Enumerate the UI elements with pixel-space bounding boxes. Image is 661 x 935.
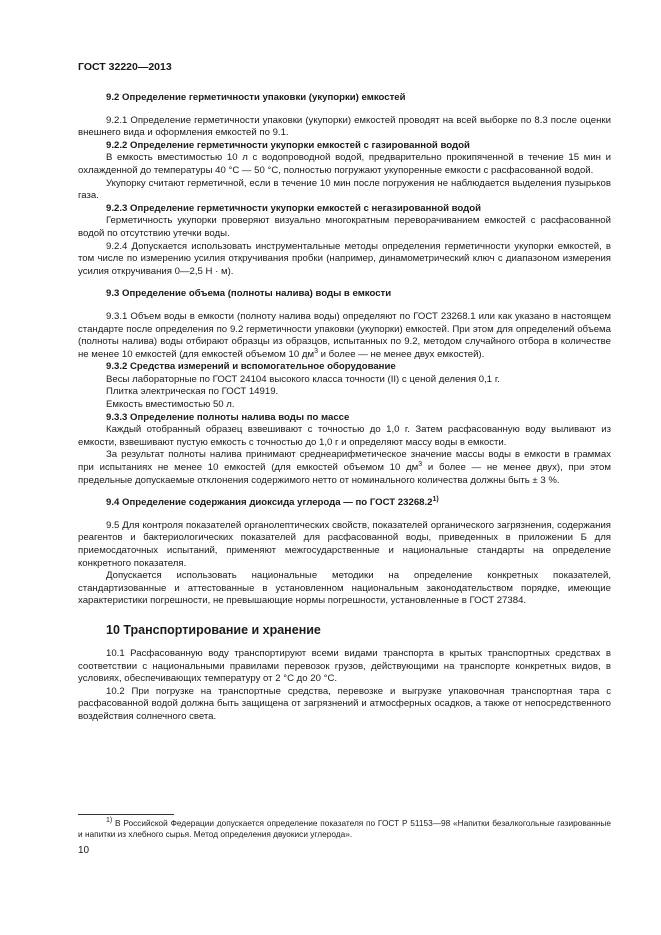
- equipment-item-hotplate: Плитка электрическая по ГОСТ 14919.: [106, 386, 279, 398]
- paragraph-9-2-4: 9.2.4 Допускается использовать инструментальные методы определения герметичности укупорки емкостей, в том числе по измерению усилия откручивания пробки (например, динамометрический ключ с диапазоном измерения усилия откручивания 0—2,5 Н · м).: [78, 240, 611, 277]
- equipment-item-container: Емкость вместимостью 50 л.: [106, 399, 235, 411]
- footnote-divider: [78, 814, 174, 815]
- paragraph-9-3-3-b: За результат полноты налива принимают среднеарифметическое значение массы воды в емкости в граммах при испытаниях не менее 10 емкостей (для емкостей объемом 10 $дм^3$ и более — не менее двух), при этом предельные допускаемые отклонения содержимого нетто от номинального количества должны быть ± 3 %.: [78, 449, 611, 486]
- paragraph-9-2-2-b: Укупорку считают герметичной, если в течение 10 мин после погружения не наблюдается выделения пузырьков газа.: [78, 177, 611, 202]
- paragraph-10-1: 10.1 Расфасованную воду транспортируют всеми видами транспорта в крытых транспортных средствах в соответствии с национальными правилами перевозок грузов, действующими на транспорте конкретных видов, в условиях, обеспечивающих температуру от 2 °С до 20 °С.: [78, 647, 611, 685]
- chapter-heading-10: 10 Транспортирование и хранение: [106, 622, 321, 637]
- paragraph-10-2: 10.2 При погрузке на транспортные средства, перевозке и выгрузке упаковочная транспортная тара с расфасованной водой должна быть защищена от загрязнений и атмосферных осадков, а также от непосредственного воздействия солнечного света.: [78, 685, 611, 722]
- footnote-marker: 1): [106, 817, 113, 825]
- equipment-item-scales: Весы лабораторные по ГОСТ 24104 высокого класса точности (II) с ценой деления 0,1 г.: [106, 373, 500, 385]
- page-number: 10: [78, 845, 90, 856]
- section-heading-9-2-2: 9.2.2 Определение герметичности укупорки емкостей с газированной водой: [106, 139, 470, 151]
- footnote-ref: 1): [432, 496, 439, 504]
- paragraph-9-5-b: Допускается использовать национальные методики на определение конкретных показателей, стандартизованные и аттестованные в установленном национальным законодательством порядке, имеющие характеристики погрешности, не превышающие нормы погрешности, установленные в ГОСТ 27384.: [78, 570, 611, 607]
- section-heading-9-2-3: 9.2.3 Определение герметичности укупорки емкостей с негазированной водой: [106, 202, 481, 214]
- paragraph-9-3-1: 9.3.1 Объем воды в емкости (полноту налива воды) определяют по ГОСТ 23268.1 или как указано в настоящем стандарте после определения по 9.2 герметичности упаковки (укупорки) емкостей. При этом для определений объема (полноты налива) воды отбирают образцы из образцов, испытанных по 9.2, методом случайного отбора в количестве не менее 10 емкостей (для емкостей объемом 10 $дм^3$ и более — не менее двух емкостей).: [78, 310, 611, 360]
- section-heading-9-3: 9.3 Определение объема (полноты налива) воды в емкости: [106, 288, 392, 300]
- paragraph-9-3-3-a: Каждый отобранный образец взвешивают с точностью до 1,0 г. Затем расфасованную воду выливают из емкости, взвешивают пустую емкость с точностью до 1,0 г и определяют массу воды в емкости.: [78, 424, 611, 448]
- section-heading-9-3-3: 9.3.3 Определение полноты налива воды по массе: [106, 411, 350, 423]
- section-heading-9-4: 9.4 Определение содержания диоксида углерода — по ГОСТ 23268.2$^{1)}$: [106, 496, 439, 509]
- footnote: [78, 818, 611, 840]
- paragraph-9-5-a: 9.5 Для контроля показателей органолептических свойств, показателей органического загрязнения, содержания реагентов и бактериологических показателей для расфасованной воды, приведенных в приложении Б для приемосдаточных испытаний, применяют межгосударственные и национальные стандарты на определение конкретного показателя.: [78, 519, 611, 569]
- paragraph-9-2-2-a: В емкость вместимостью 10 л с водопроводной водой, предварительно прокипяченной в течение 15 мин и охлажденной до температуры 40 °С — 50 °С, полностью погружают укупоренные емкости с расфасованной водой.: [78, 152, 611, 176]
- document-header: ГОСТ 32220—2013: [78, 61, 172, 73]
- footnote-text: В Российской Федерации допускается определение показателя по ГОСТ Р 51153—98 «Напитки безалкогольные газированные и напитки из хлебного сырья. Метод определения двуокиси углерода».: [78, 818, 611, 839]
- paragraph-9-2-1: 9.2.1 Определение герметичности упаковки (укупорки) емкостей проводят на всей выборке по 8.3 после оценки внешнего вида и оформления емкостей по 9.1.: [78, 114, 611, 139]
- section-heading-9-2: 9.2 Определение герметичности упаковки (укупорки) емкостей: [106, 92, 406, 103]
- section-heading-9-3-2: 9.3.2 Средства измерений и вспомогательное оборудование: [106, 361, 396, 373]
- paragraph-9-2-3: Герметичность укупорки проверяют визуально многократным переворачиванием емкостей с расфасованной водой по отсутствию утечки воды.: [78, 215, 611, 239]
- page-content: [78, 92, 611, 724]
